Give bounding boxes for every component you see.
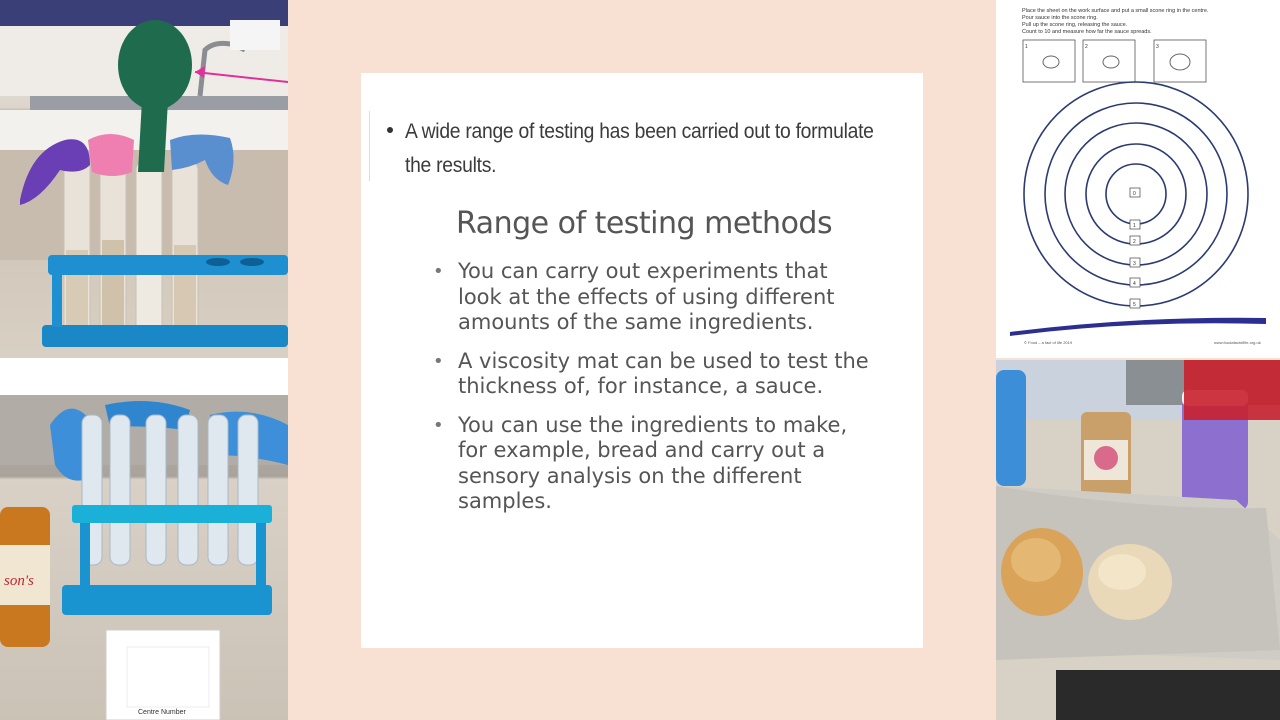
bread-rolls-illustration	[996, 360, 1280, 720]
bullet-dot-icon	[387, 127, 393, 133]
instruction-line: Pour sauce into the scone ring.	[1022, 15, 1098, 21]
photo-bread-rolls	[996, 360, 1280, 720]
bullet-icon: •	[433, 350, 444, 372]
step-number: 3	[1156, 44, 1159, 50]
slide-heading: Range of testing methods	[456, 206, 833, 241]
step-number: 1	[1025, 44, 1028, 50]
list-item	[433, 413, 873, 515]
ring-label: 3	[1133, 261, 1136, 267]
instruction-line: Pull up the scone ring, releasing the sauce.	[1022, 22, 1128, 28]
centre-number-label: Centre Number	[138, 709, 186, 716]
step-number: 2	[1085, 44, 1088, 50]
bullet-text: You can carry out experiments that look at the effects of using different amounts of the same ingredients.	[458, 259, 835, 334]
instruction-line: Place the sheet on the work surface and put a small scone ring in the centre.	[1022, 8, 1209, 14]
top-bullet-text: A wide range of testing has been carried out to formulate the results.	[405, 120, 874, 177]
ring-label: 0	[1133, 191, 1136, 197]
bullet-text: You can use the ingredients to make, for example, bread and carry out a sensory analysis on the different samples.	[458, 412, 848, 513]
quote-bar	[369, 111, 370, 181]
top-bullet	[361, 111, 923, 181]
photo-balloon-experiment	[0, 0, 288, 358]
sheet-footer-right: www.foodafactoflife.org.uk	[1214, 340, 1261, 345]
bullet-icon: •	[433, 414, 444, 436]
photo-test-tube-rack	[0, 395, 288, 720]
tin-label: son's	[4, 573, 34, 589]
bullet-text: A viscosity mat can be used to test the thickness of, for instance, a sauce.	[458, 348, 869, 398]
instruction-line: Count to 10 and measure how far the sauce spreads.	[1022, 29, 1152, 35]
ring-label: 2	[1133, 239, 1136, 245]
photo-viscosity-mat	[996, 0, 1280, 358]
list-item	[433, 259, 873, 336]
bullet-list	[433, 259, 873, 528]
sheet-footer-left: © Food – a fact of life 2019	[1024, 340, 1073, 345]
test-tube-rack-illustration	[0, 395, 288, 720]
ring-label: 5	[1133, 302, 1136, 308]
photo-gap	[0, 358, 288, 395]
viscosity-mat-illustration	[996, 0, 1280, 358]
bullet-icon: •	[433, 261, 444, 282]
list-item	[433, 349, 873, 400]
balloon-experiment-illustration	[0, 0, 288, 358]
slide-panel	[361, 73, 923, 648]
ring-label: 1	[1133, 223, 1136, 229]
ring-label: 4	[1133, 281, 1136, 287]
